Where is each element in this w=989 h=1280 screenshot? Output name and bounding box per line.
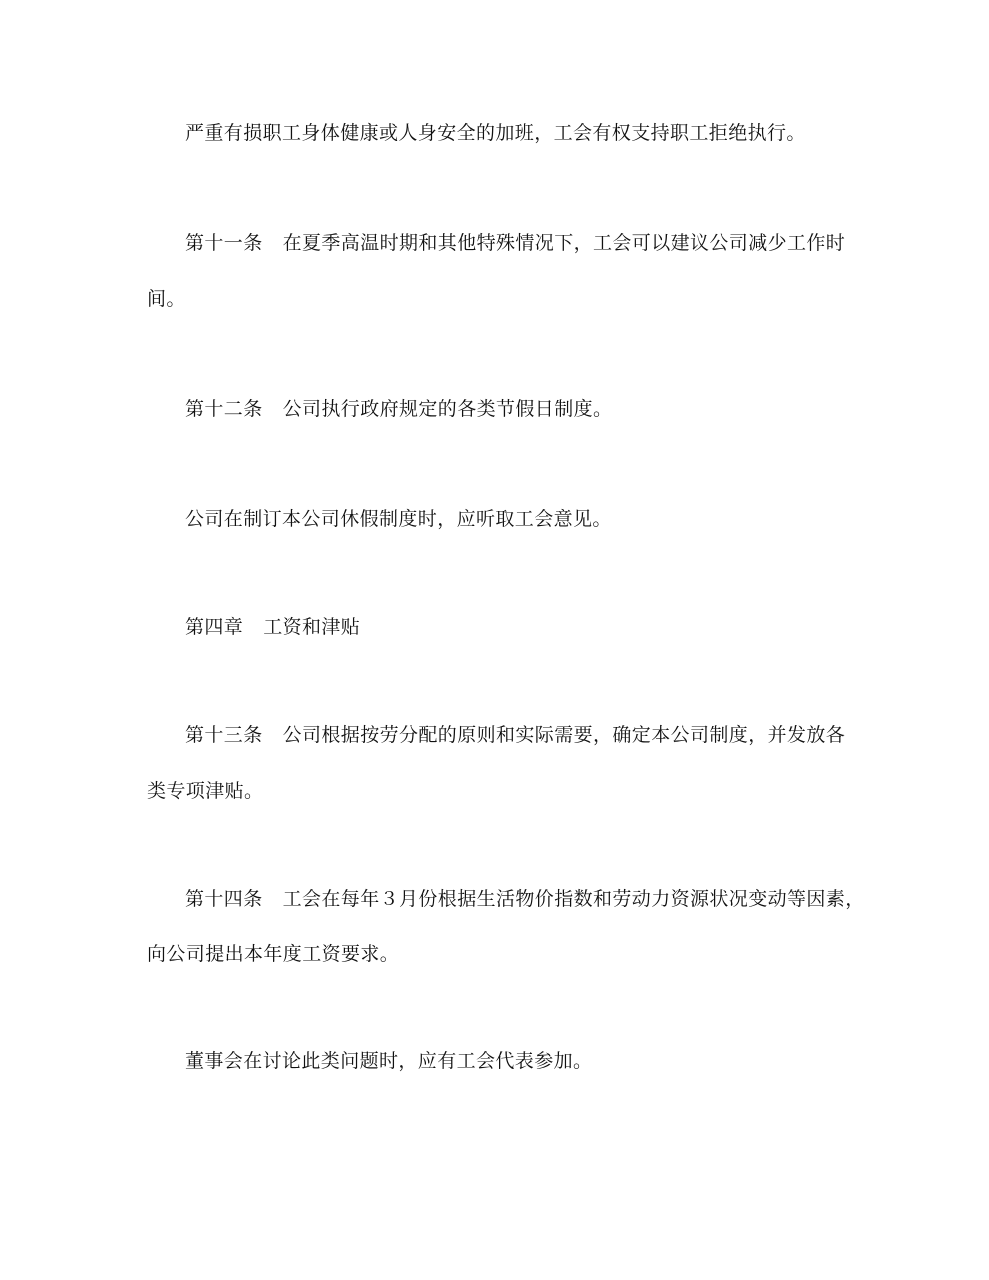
paragraph-text: 公司根据按劳分配的原则和实际需要，确定本公司制度，并发放各 xyxy=(282,724,846,746)
paragraph-text: 严重有损职工身体健康或人身安全的加班，工会有权支持职工拒绝执行。 xyxy=(185,122,806,144)
paragraph-text: 工会在每年３月份根据生活物价指数和劳动力资源状况变动等因素， xyxy=(282,888,865,910)
article-14-continuation xyxy=(147,942,399,966)
paragraph-overtime-refusal xyxy=(185,121,806,145)
paragraph-text: 向公司提出本年度工资要求。 xyxy=(147,943,400,965)
article-number: 第十一条 xyxy=(185,232,263,254)
article-14 xyxy=(185,887,865,911)
article-12 xyxy=(185,397,612,421)
paragraph-text: 公司执行政府规定的各类节假日制度。 xyxy=(282,398,613,420)
article-13 xyxy=(185,723,845,747)
article-number: 第十三条 xyxy=(185,724,263,746)
chapter-title: 工资和津贴 xyxy=(263,616,361,638)
article-11 xyxy=(185,231,845,255)
chapter-number: 第四章 xyxy=(185,616,244,638)
paragraph-leave-policy xyxy=(185,507,612,531)
paragraph-board-discussion xyxy=(185,1049,592,1073)
paragraph-text: 公司在制订本公司休假制度时，应听取工会意见。 xyxy=(185,508,612,530)
paragraph-text: 董事会在讨论此类问题时，应有工会代表参加。 xyxy=(185,1050,593,1072)
article-number: 第十四条 xyxy=(185,888,263,910)
article-13-continuation xyxy=(147,779,263,803)
article-11-continuation xyxy=(147,287,186,311)
chapter-4-heading xyxy=(185,615,360,639)
paragraph-text: 间。 xyxy=(147,288,186,310)
paragraph-text: 在夏季高温时期和其他特殊情况下，工会可以建议公司减少工作时 xyxy=(282,232,846,254)
article-number: 第十二条 xyxy=(185,398,263,420)
paragraph-text: 类专项津贴。 xyxy=(147,780,264,802)
